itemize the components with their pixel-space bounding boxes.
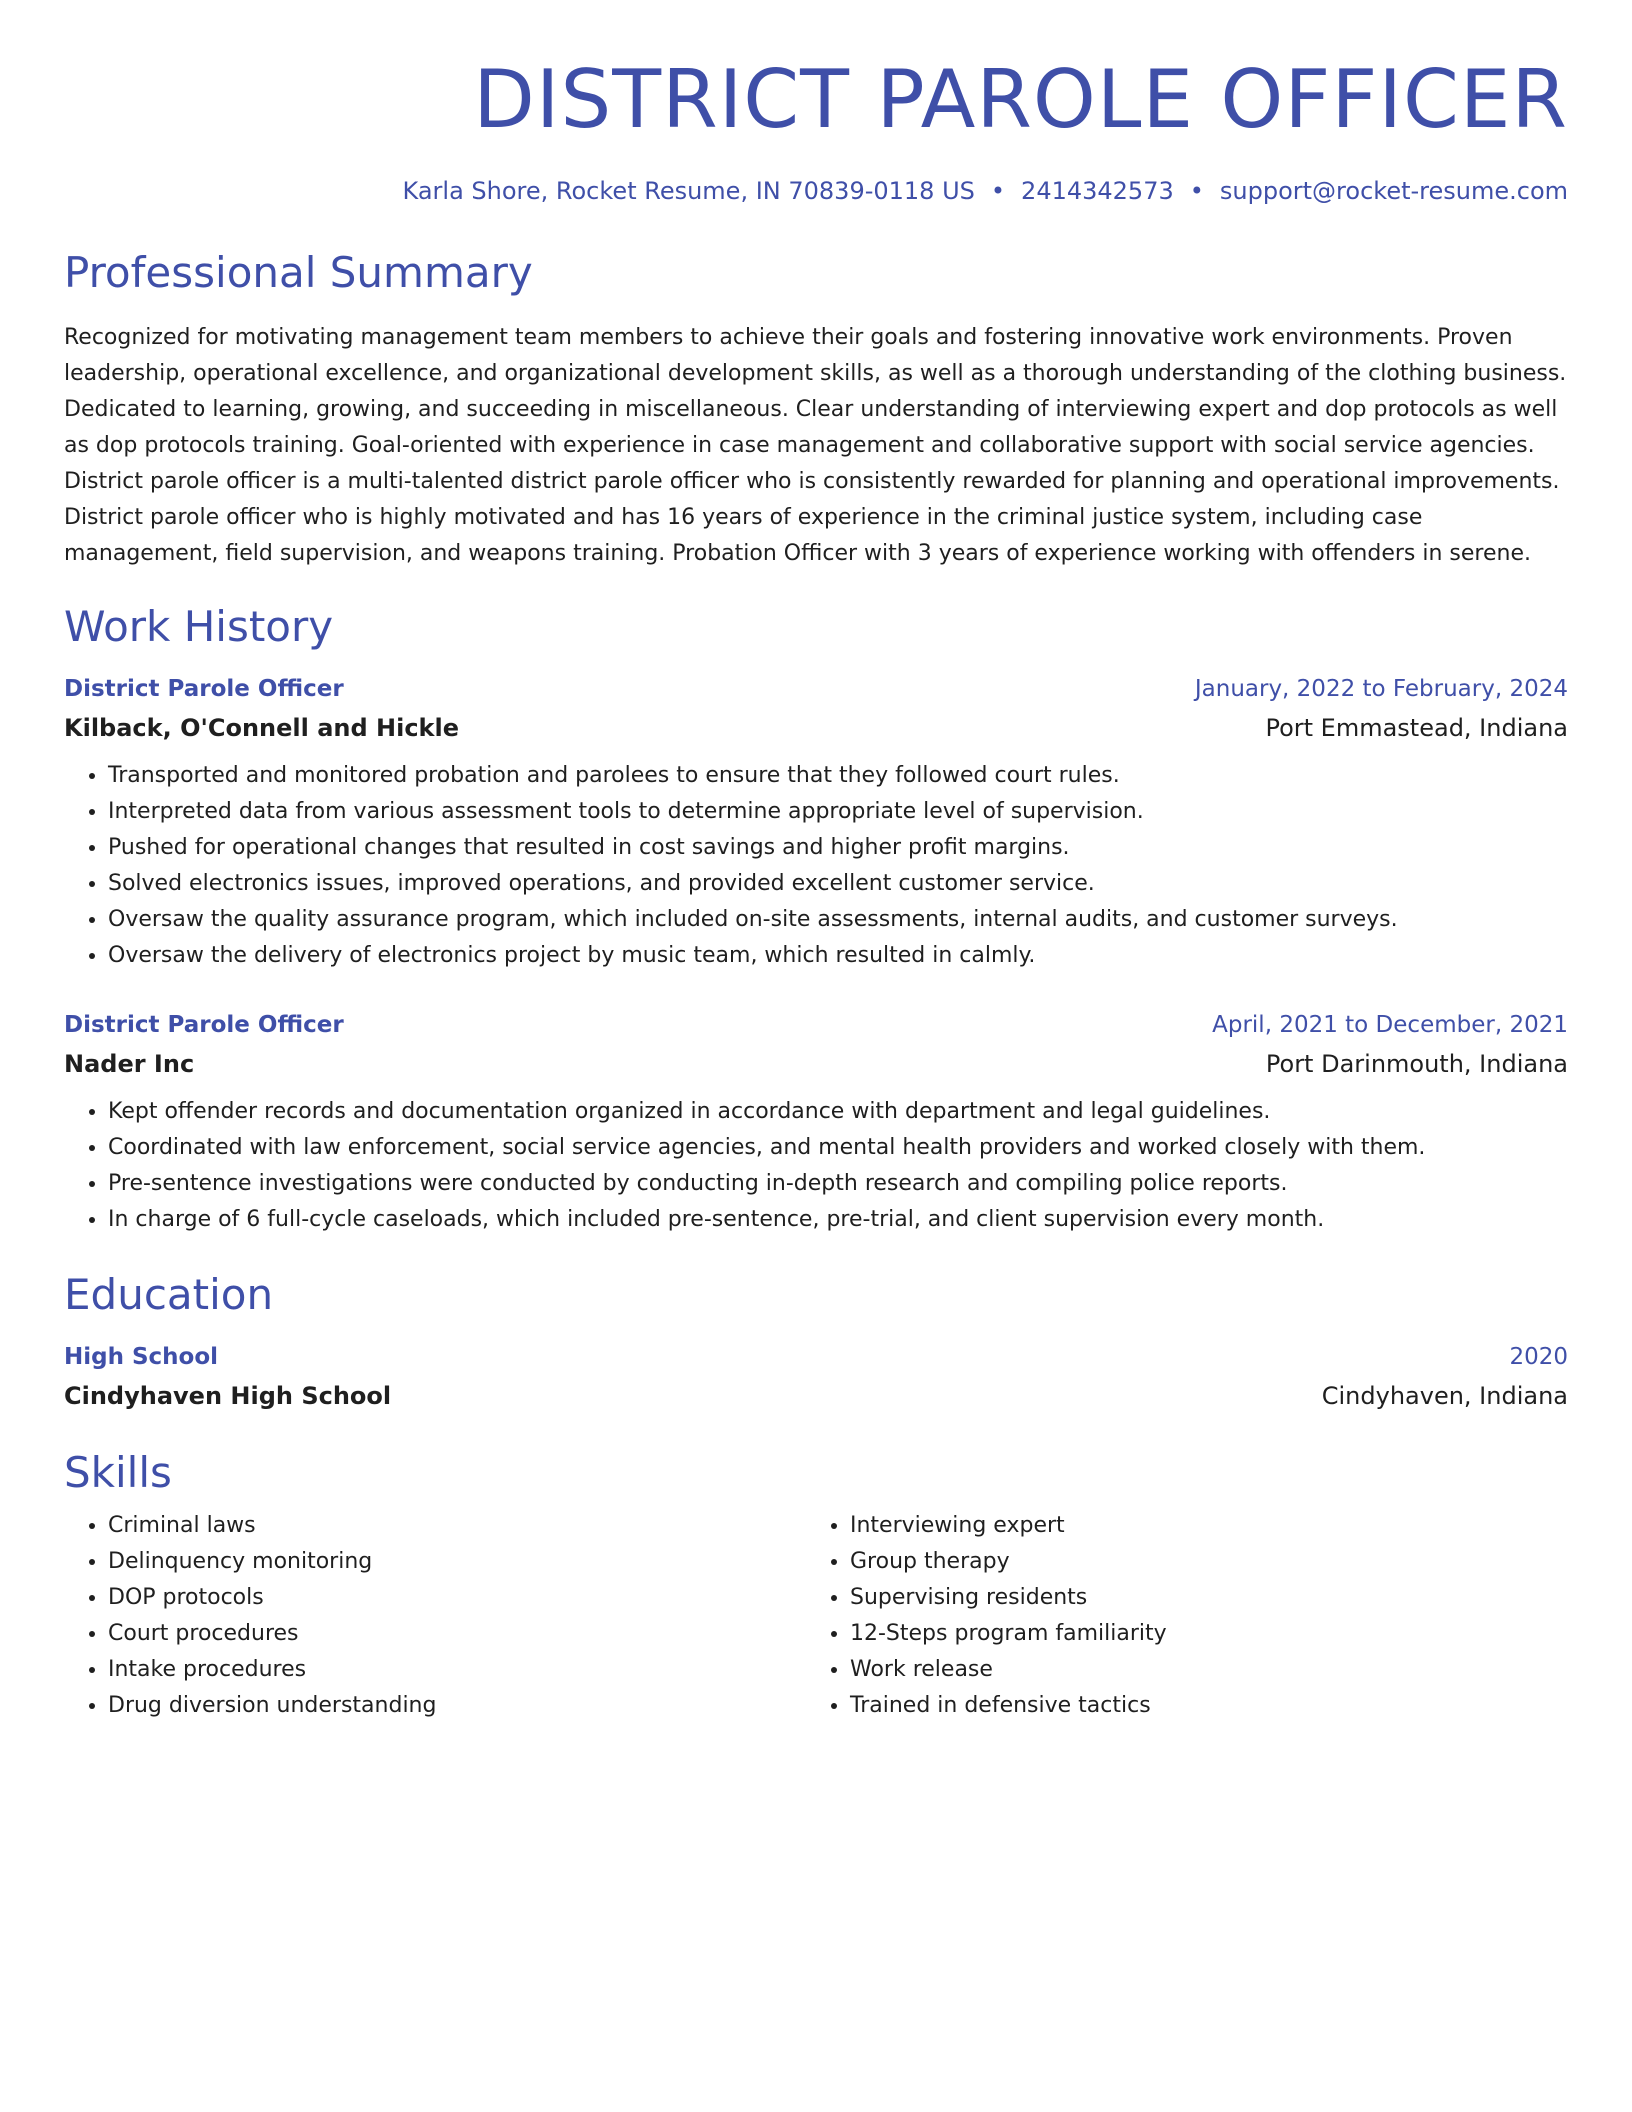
skill-item: • Delinquency monitoring: [108, 1544, 806, 1580]
job-bullet: • Solved electronics issues, improved operations, and provided excellent customer service.: [108, 866, 1568, 902]
skills-grid: [64, 1508, 1568, 1724]
job-bullet: • Oversaw the quality assurance program, which included on-site assessments, internal audits, and customer surveys.: [108, 902, 1568, 938]
skills-heading: Skills: [64, 1448, 172, 1497]
job-location: Port Darinmouth, Indiana: [1265, 1050, 1568, 1078]
contact-address: Karla Shore, Rocket Resume, IN 70839-0118 US: [402, 177, 975, 205]
education-heading: Education: [64, 1270, 274, 1319]
education-location: Cindyhaven, Indiana: [1321, 1382, 1568, 1410]
work-entry: [64, 1006, 1568, 1238]
resume-title: DISTRICT PAROLE OFFICER: [473, 53, 1568, 146]
job-company: Nader Inc: [64, 1050, 195, 1078]
job-bullet: • Oversaw the delivery of electronics project by music team, which resulted in calmly.: [108, 938, 1568, 974]
education-entry: [64, 1338, 1568, 1416]
skill-item: • Interviewing expert: [850, 1508, 1548, 1544]
contact-email: support@rocket-resume.com: [1219, 177, 1568, 205]
job-dates: April, 2021 to December, 2021: [1212, 1012, 1568, 1038]
summary-text: Recognized for motivating management team members to achieve their goals and fostering innovative work environments. Proven leadership, operational excellence, and organizational development skills, as well as a thorough understanding of the clothing business. Dedicated to learning, growing, and succeeding in miscellaneous. Clear understanding of interviewing expert and dop protocols as well as dop protocols training. Goal-oriented with experience in case management and collaborative support with social service agencies. District parole officer is a multi-talented district parole officer who is consistently rewarded for planning and operational improvements. District parole officer who is highly motivated and has 16 years of experience in the criminal justice system, including case management, field supervision, and weapons training. Probation Officer with 3 years of experience working with offenders in serene.: [64, 325, 1567, 566]
skill-item: • Work release: [850, 1652, 1548, 1688]
job-bullet: • Interpreted data from various assessment tools to determine appropriate level of supervision.: [108, 794, 1568, 830]
job-role: District Parole Officer: [64, 676, 344, 702]
work-history-heading: Work History: [64, 602, 334, 651]
education-year: 2020: [1509, 1344, 1568, 1370]
skill-item: • Intake procedures: [108, 1652, 806, 1688]
contact-separator: •: [990, 177, 1006, 205]
skills-list-left: [64, 1508, 806, 1724]
resume-page: [64, 0, 1568, 1724]
skill-item: • Court procedures: [108, 1616, 806, 1652]
skill-item: • Trained in defensive tactics: [850, 1688, 1548, 1724]
skill-item: • Supervising residents: [850, 1580, 1548, 1616]
work-entry: [64, 670, 1568, 974]
job-role: District Parole Officer: [64, 1012, 344, 1038]
job-location: Port Emmastead, Indiana: [1265, 714, 1568, 742]
job-bullet: • Transported and monitored probation and parolees to ensure that they followed court rules.: [108, 758, 1568, 794]
skill-item: • 12-Steps program familiarity: [850, 1616, 1548, 1652]
job-company: Kilback, O'Connell and Hickle: [64, 714, 460, 742]
skills-list-right: [806, 1508, 1548, 1724]
skill-item: • DOP protocols: [108, 1580, 806, 1616]
job-bullets: [64, 1094, 1568, 1238]
skill-item: • Drug diversion understanding: [108, 1688, 806, 1724]
job-dates: January, 2022 to February, 2024: [1194, 676, 1568, 702]
contact-phone: 2414342573: [1021, 177, 1174, 205]
job-bullet: • Pushed for operational changes that resulted in cost savings and higher profit margins.: [108, 830, 1568, 866]
education-degree: High School: [64, 1344, 219, 1370]
summary-heading: Professional Summary: [64, 248, 533, 297]
job-bullets: [64, 758, 1568, 974]
job-bullet: • Kept offender records and documentation organized in accordance with department and legal guidelines.: [108, 1094, 1568, 1130]
job-bullet: • Pre-sentence investigations were conducted by conducting in-depth research and compiling police reports.: [108, 1166, 1568, 1202]
skill-item: • Criminal laws: [108, 1508, 806, 1544]
contact-line: [64, 174, 1568, 208]
education-school: Cindyhaven High School: [64, 1382, 392, 1410]
skill-item: • Group therapy: [850, 1544, 1548, 1580]
job-bullet: • Coordinated with law enforcement, social service agencies, and mental health providers and worked closely with them.: [108, 1130, 1568, 1166]
contact-separator: •: [1189, 177, 1204, 205]
job-bullet: • In charge of 6 full-cycle caseloads, which included pre-sentence, pre-trial, and client supervision every month.: [108, 1202, 1568, 1238]
